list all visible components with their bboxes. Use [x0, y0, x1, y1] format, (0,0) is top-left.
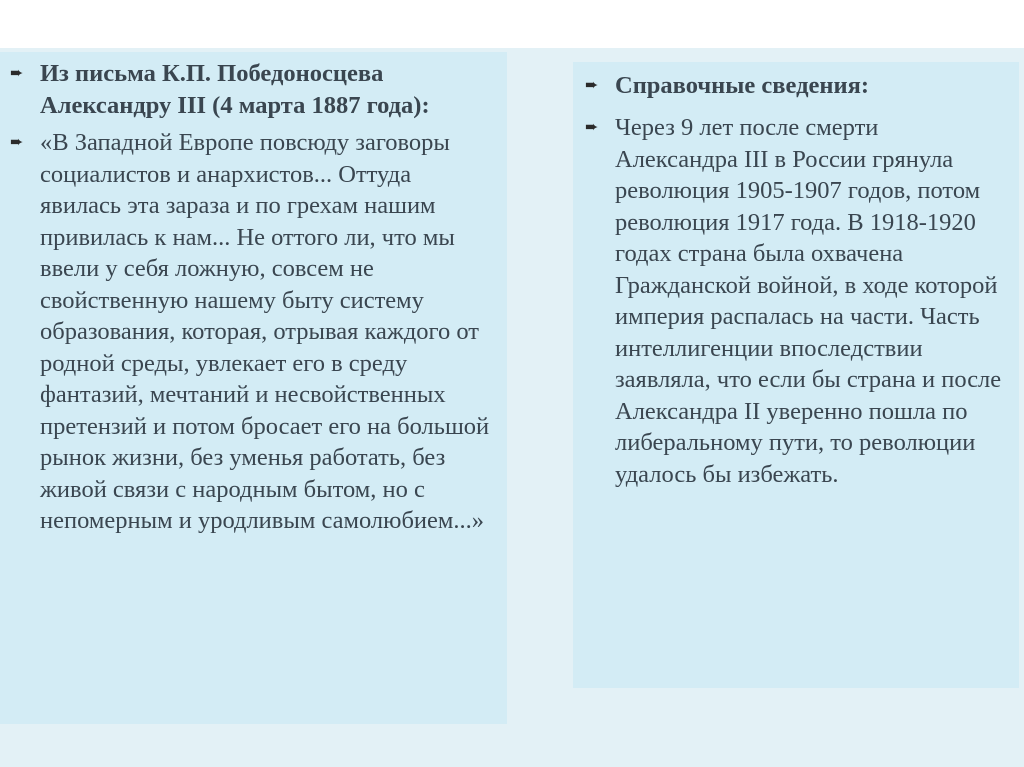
bullet-item-letter-heading [10, 58, 493, 121]
arrow-right-icon: ➨ [10, 65, 24, 82]
letter-heading: Из письма К.П. Победоносцева Александру III (4 марта 1887 года): [40, 60, 430, 119]
reference-heading: Справочные сведения: [615, 72, 869, 99]
right-text-panel [573, 62, 1019, 688]
arrow-right-icon: ➨ [585, 77, 599, 94]
arrow-right-icon: ➨ [585, 119, 599, 136]
bullet-item-reference-heading [585, 70, 1005, 102]
letter-quote: «В Западной Европе повсюду заговоры социалистов и анархистов... Оттуда явилась эта зараза и по грехам нашим привилась к нам... Не оттого ли, что мы ввели у себя ложную, совсем не свойственную нашему быту систему образования, которая, отрывая каждого от родной среды, увлекает его в среду фантазий, мечтаний и несвойственных претензий и потом бросает его на большой рынок жизни, без уменья работать, без живой связи с народным бытом, но с непомерным и уродливым самолюбием...» [40, 129, 490, 534]
reference-text: Через 9 лет после смерти Александра III в России грянула революция 1905-1907 годов, потом революция 1917 года. В 1918-1920 годах страна была охвачена Гражданской войной, в ходе которой империя распалась на части. Часть интеллигенции впоследствии заявляла, что если бы страна и после Александра II уверенно пошла по либеральному пути, то революции удалось бы избежать. [615, 114, 1002, 488]
bullet-item-letter-quote [10, 127, 493, 537]
arrow-right-icon: ➨ [10, 134, 24, 151]
left-text-panel [0, 52, 507, 724]
bullet-item-reference-text [585, 112, 1005, 490]
